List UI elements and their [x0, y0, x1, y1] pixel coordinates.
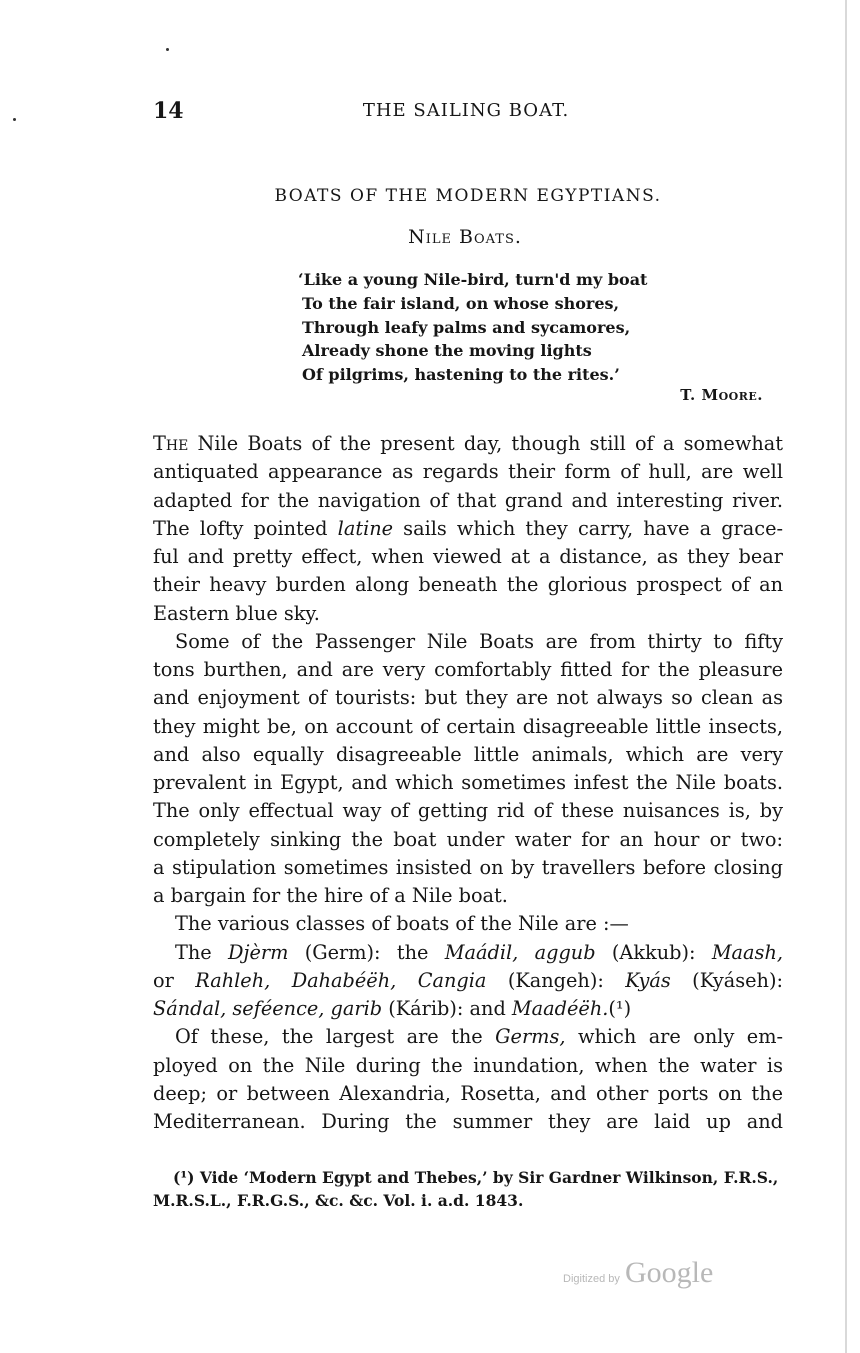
text-run: The only effectual way of getting rid of these nuisances is, by — [153, 799, 783, 823]
text-line — [153, 713, 783, 741]
text-line — [153, 741, 783, 769]
text-line — [153, 684, 783, 712]
italic-term: Dahabéëh, — [291, 968, 397, 992]
watermark-prefix: Digitized by — [563, 1273, 620, 1285]
google-watermark — [563, 1256, 713, 1290]
italic-term: Maadéëh. — [511, 997, 609, 1020]
text-run: (Kyáseh): — [670, 968, 783, 992]
text-line — [153, 515, 783, 543]
italic-term: aggub — [534, 940, 596, 964]
text-run: deep; or between Alexandria, Rosetta, and other ports on the — [153, 1081, 783, 1105]
text-line — [153, 1108, 783, 1136]
italic-term: Kyás — [625, 968, 671, 992]
text-run: Nile Boats of the present day, though still of a somewhat — [188, 432, 783, 455]
text-line — [153, 543, 783, 571]
poem-line: ‘Like a young Nile-bird, turn'd my boat — [298, 270, 648, 289]
text-line — [153, 1080, 783, 1108]
italic-term: Djèrm — [228, 940, 289, 964]
text-run: The various classes of boats of the Nile are :— — [175, 912, 629, 936]
text-run: The — [175, 940, 229, 964]
footnote — [153, 1166, 785, 1212]
section-heading: BOATS OF THE MODERN EGYPTIANS. — [274, 186, 662, 206]
text-run — [396, 969, 417, 992]
text-line — [153, 769, 783, 797]
text-run: Eastern blue sky. — [153, 601, 320, 625]
text-run: ful and pretty effect, when viewed at a distance, as they bear — [153, 545, 783, 568]
italic-term: Cangia — [417, 968, 487, 992]
text-run: antiquated appearance as regards their form of hull, are well — [153, 460, 783, 484]
text-line — [153, 939, 783, 967]
text-run: which are only em- — [565, 1025, 783, 1049]
text-run — [518, 941, 534, 964]
text-run: (Kárib): and — [382, 997, 512, 1020]
text-run: they might be, on account of certain disagreeable little insects, — [153, 714, 783, 738]
italic-term: Germs, — [495, 1025, 566, 1049]
text-run: their heavy burden along beneath the glorious prospect of an — [153, 573, 783, 597]
text-run: (¹) — [608, 997, 632, 1020]
text-line — [153, 826, 783, 854]
text-run: (Germ): the — [288, 940, 445, 964]
text-run: prevalent in Egypt, and which sometimes infest the Nile boats. — [153, 771, 783, 794]
text-run: and enjoyment of tourists: but they are not always so clean as — [153, 686, 783, 710]
italic-term: Maádil, — [444, 940, 519, 964]
text-line — [153, 1023, 783, 1051]
running-title: THE SAILING BOAT. — [362, 100, 570, 121]
watermark-brand: Google — [624, 1256, 714, 1289]
poem-line: Through leafy palms and sycamores, — [302, 317, 631, 337]
text-run: Mediterranean. During the summer they are laid up and — [153, 1110, 783, 1133]
text-run: ployed on the Nile during the inundation, when the water is — [153, 1053, 783, 1077]
text-line — [153, 458, 783, 486]
text-run: adapted for the navigation of that grand and interesting river. — [153, 488, 783, 512]
italic-term: Sándal, seféence, garib — [153, 997, 383, 1020]
epigraph-poem — [298, 268, 647, 387]
text-line — [153, 910, 783, 938]
italic-term: latine — [337, 516, 394, 540]
italic-term: Rahleh, — [195, 968, 271, 992]
text-run: or — [153, 968, 196, 992]
text-line — [153, 995, 783, 1023]
epigraph-attribution: T. Moore. — [680, 386, 763, 404]
poem-line: Of pilgrims, hastening to the rites.’ — [302, 365, 620, 385]
text-run: completely sinking the boat under water for an hour or two: — [153, 827, 783, 851]
text-line — [153, 628, 783, 656]
page-number: 14 — [153, 98, 184, 124]
poem-line: To the fair island, on whose shores, — [302, 293, 620, 313]
footnote-line: M.R.S.L., F.R.G.S., &c. &c. Vol. i. a.d. 1843. — [153, 1191, 524, 1210]
text-run: Of these, the largest are the — [175, 1025, 496, 1049]
scan-speck — [166, 48, 169, 51]
text-run: The — [153, 432, 189, 455]
text-line — [153, 854, 783, 882]
body-text — [153, 430, 783, 1136]
text-line — [153, 1052, 783, 1080]
text-run: The lofty pointed — [153, 516, 338, 540]
text-run: a stipulation sometimes insisted on by travellers before closing — [153, 855, 783, 879]
text-run: Some of the Passenger Nile Boats are from thirty to fifty — [175, 629, 783, 653]
sub-heading: Nile Boats. — [408, 226, 522, 248]
text-line — [153, 967, 783, 995]
text-line — [153, 656, 783, 684]
text-run: sails which they carry, have a grace- — [393, 516, 783, 540]
text-line — [153, 882, 783, 910]
text-run: tons burthen, and are very comfortably fitted for the pleasure — [153, 658, 783, 681]
text-line — [153, 571, 783, 599]
text-line — [153, 600, 783, 628]
italic-term: Maash, — [711, 940, 783, 964]
text-line — [153, 430, 783, 458]
text-line — [153, 487, 783, 515]
footnote-line: (¹) Vide ‘Modern Egypt and Thebes,’ by Sir Gardner Wilkinson, F.R.S., — [173, 1168, 779, 1187]
text-run: (Kangeh): — [486, 968, 626, 992]
text-run: and also equally disagreeable little animals, which are very — [153, 742, 783, 766]
poem-line: Already shone the moving lights — [302, 341, 592, 361]
text-run: a bargain for the hire of a Nile boat. — [153, 884, 508, 907]
text-line — [153, 797, 783, 825]
text-run — [270, 969, 291, 992]
text-run: (Akkub): — [595, 940, 712, 964]
